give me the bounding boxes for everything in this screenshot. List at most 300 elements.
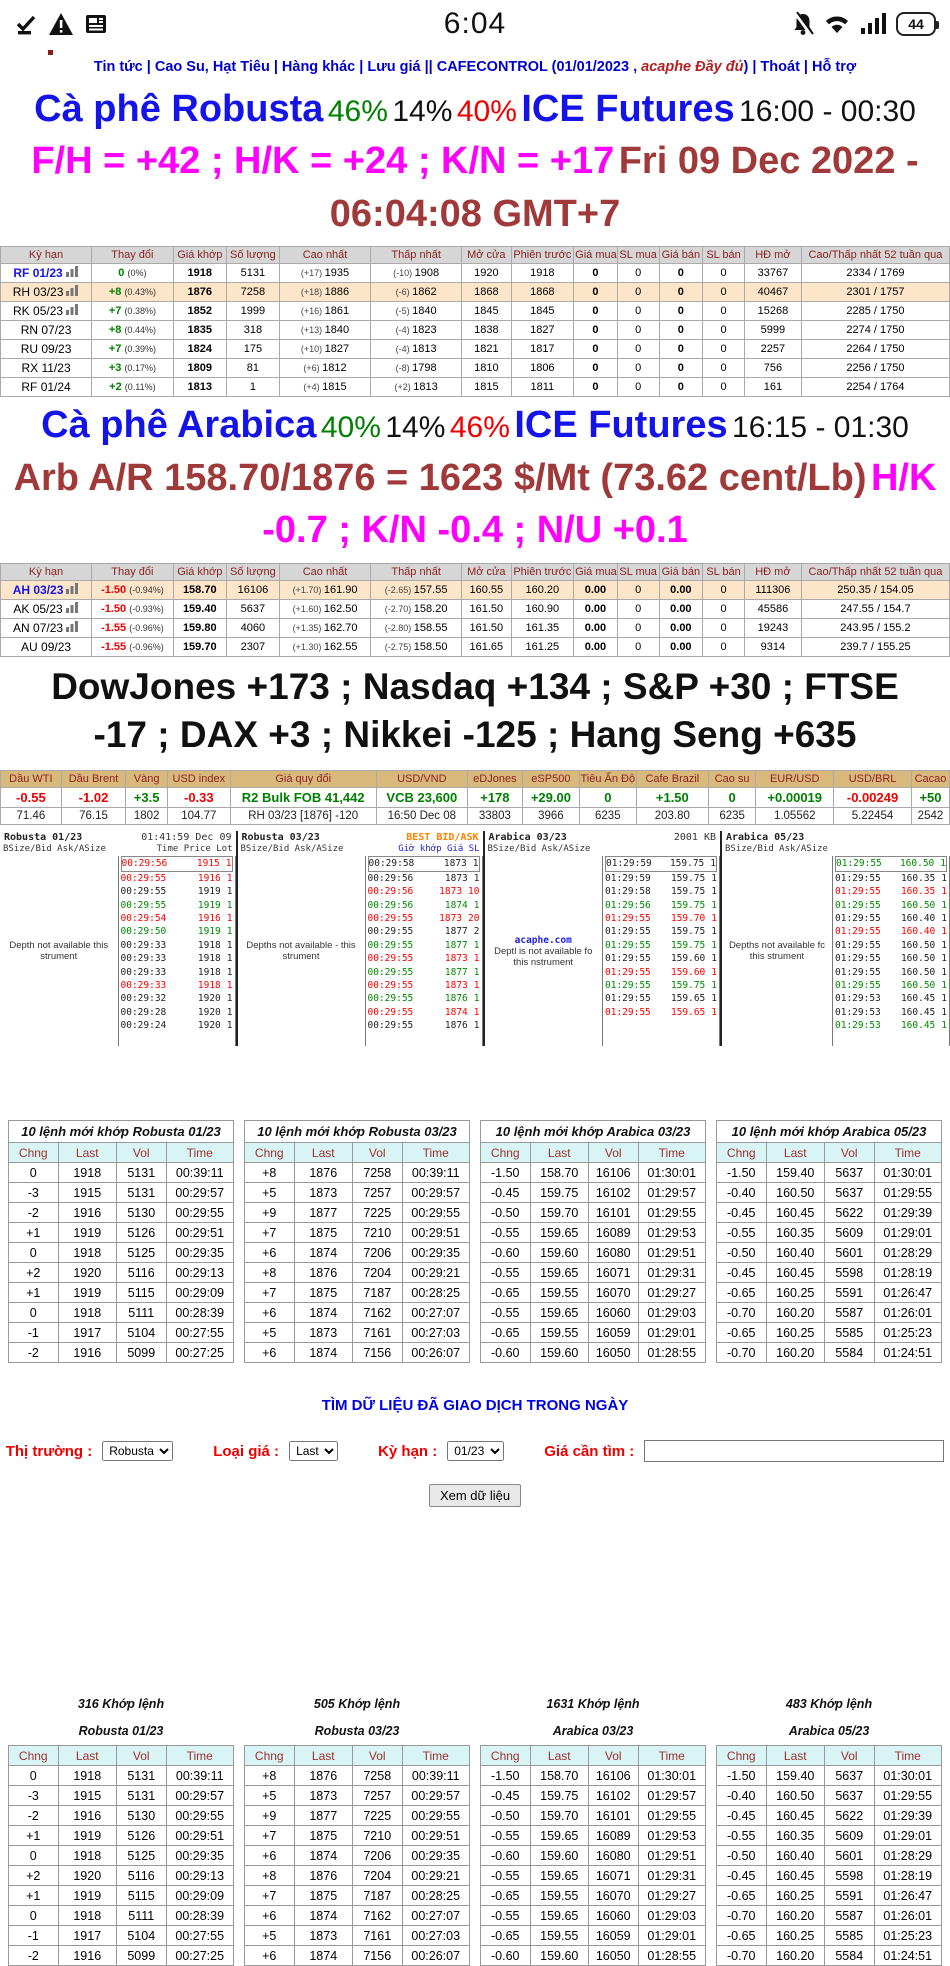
change-value: -1.50 xyxy=(101,602,127,615)
cell: +2 xyxy=(9,1263,59,1283)
cell: 160.25 xyxy=(766,1283,825,1303)
tape-subheader xyxy=(485,844,721,856)
cell: 1918 xyxy=(58,1906,117,1926)
change-cell xyxy=(92,378,174,397)
session-table-title xyxy=(480,1697,706,1745)
bid-size-cell: 0 xyxy=(617,302,659,321)
cell: 00:29:51 xyxy=(166,1223,234,1243)
cell: 00:29:21 xyxy=(402,1263,470,1283)
column-header: Giá khớp xyxy=(173,247,226,264)
cell: 01:29:01 xyxy=(874,1826,942,1846)
trade-price: 1876 xyxy=(444,1020,468,1032)
column-header: Giá bán xyxy=(659,563,703,580)
prev-session-cell: 161.25 xyxy=(511,637,574,656)
trade-lot: 1 xyxy=(473,939,480,951)
trade-price: 160.40 xyxy=(900,912,936,924)
cell: -1 xyxy=(9,1323,59,1343)
cell: 159.65 xyxy=(530,1826,589,1846)
cell: 00:29:09 xyxy=(166,1886,234,1906)
change-value: -1.50 xyxy=(101,583,127,596)
market-change-cell: R2 Bulk FOB 41,442 xyxy=(230,788,376,808)
trade-row xyxy=(368,966,480,979)
market-column-header: USD index xyxy=(168,771,231,788)
high-cell: (+16) 1861 xyxy=(279,302,370,321)
column-header: HĐ mở xyxy=(744,563,801,580)
cell: 7206 xyxy=(353,1846,403,1866)
prev-session-cell: 1806 xyxy=(511,359,574,378)
cell: 7156 xyxy=(353,1946,403,1966)
view-data-button[interactable]: Xem dữ liệu xyxy=(429,1484,521,1507)
column-header: Cao/Thấp nhất 52 tuần qua xyxy=(801,563,949,580)
cell: 5598 xyxy=(825,1866,875,1886)
trade-price: 1877 xyxy=(444,926,468,938)
bid-size-cell: 0 xyxy=(617,580,659,599)
cell: 1874 xyxy=(294,1946,353,1966)
market-overview-table xyxy=(0,770,950,825)
prev-session-cell: 1868 xyxy=(511,283,574,302)
cell: -0.65 xyxy=(717,1926,767,1946)
cell: 1918 xyxy=(58,1303,117,1323)
trades-table xyxy=(8,1745,234,1966)
trade-lot: 1 xyxy=(941,966,947,978)
change-cell xyxy=(92,599,174,618)
column-header: Thay đổi xyxy=(92,563,174,580)
trade-row xyxy=(121,979,233,992)
column-header: Mở cửa xyxy=(462,563,511,580)
cell: 5131 xyxy=(117,1183,167,1203)
trade-list[interactable] xyxy=(832,856,950,1046)
cell: 16059 xyxy=(589,1926,639,1946)
tape-subheader xyxy=(238,844,483,856)
depth-note xyxy=(722,856,832,1046)
cell: 1873 xyxy=(294,1926,353,1946)
table-header-row xyxy=(481,1746,706,1766)
cell: 1877 xyxy=(294,1806,353,1826)
trade-lot: 1 xyxy=(940,858,946,870)
trade-lot: 1 xyxy=(941,886,947,898)
table-row xyxy=(481,1303,706,1323)
tape-contract-title: Arabica 03/23 xyxy=(488,832,567,844)
trade-time: 00:29:55 xyxy=(367,993,414,1005)
nav-links-right[interactable]: ) | Thoát | Hỗ trợ xyxy=(743,59,857,75)
change-cell xyxy=(92,637,174,656)
change-percent: (0.44%) xyxy=(124,325,156,336)
bid-size-cell: 0 xyxy=(617,321,659,340)
heading-part: F/H = +42 ; H/K = +24 ; K/N = +17 xyxy=(31,140,615,183)
cell: 0 xyxy=(9,1766,59,1786)
trade-columns-label: Giờ khớp Giá SL xyxy=(398,844,480,855)
table-row xyxy=(717,1243,942,1263)
trade-price: 160.50 xyxy=(899,858,935,870)
prev-session-cell: 1918 xyxy=(511,264,574,283)
cell: 159.55 xyxy=(530,1886,589,1906)
trade-time: 00:29:24 xyxy=(120,1020,167,1032)
chart-icon[interactable] xyxy=(66,304,79,318)
trade-price: 159.75 xyxy=(669,858,705,870)
cell: 00:27:55 xyxy=(166,1926,234,1946)
trade-time: 01:29:55 xyxy=(605,1006,651,1018)
heading-part: 46% xyxy=(449,411,510,445)
trade-row xyxy=(368,939,480,952)
cell: 1918 xyxy=(58,1766,117,1786)
trade-lot: 1 xyxy=(941,872,947,884)
cell: 7187 xyxy=(353,1283,403,1303)
cell: 5099 xyxy=(117,1946,167,1966)
cell: 1916 xyxy=(58,1203,117,1223)
open-cell: 160.55 xyxy=(462,580,511,599)
trade-price: 159.75 xyxy=(670,872,706,884)
low-cell: (-2.65) 157.55 xyxy=(371,580,462,599)
contract-cell xyxy=(1,264,92,283)
last-price-cell: 1813 xyxy=(173,378,226,397)
cell: 01:29:31 xyxy=(638,1263,706,1283)
cell: 16071 xyxy=(589,1263,639,1283)
table-row xyxy=(9,1886,234,1906)
cell: -0.45 xyxy=(717,1203,767,1223)
trade-row xyxy=(835,925,947,938)
change-cell xyxy=(92,580,174,599)
trade-price: 160.35 xyxy=(900,886,936,898)
cell: 01:24:51 xyxy=(874,1343,942,1363)
contract-label[interactable]: RF 01/23 xyxy=(13,266,63,281)
cell: +1 xyxy=(9,1826,59,1846)
table-row xyxy=(245,1866,470,1886)
cell: 5130 xyxy=(117,1806,167,1826)
range-52w-cell: 2334 / 1769 xyxy=(801,264,949,283)
cell: -0.65 xyxy=(717,1323,767,1343)
trade-lot: 1 xyxy=(226,1006,233,1018)
depth-note xyxy=(0,856,118,1046)
trade-time: 01:29:59 xyxy=(606,858,652,870)
trade-time: 00:29:55 xyxy=(367,979,414,991)
cell: 01:29:53 xyxy=(638,1223,706,1243)
heading-part: 14% xyxy=(385,411,446,445)
cell: 00:28:39 xyxy=(166,1906,234,1926)
trade-row xyxy=(368,912,480,925)
cell: 159.65 xyxy=(530,1866,589,1886)
open-cell: 161.50 xyxy=(462,618,511,637)
cell: 01:30:01 xyxy=(874,1163,942,1183)
market-change-cell: -0.33 xyxy=(168,788,231,808)
cell: 160.40 xyxy=(766,1243,825,1263)
cell: 5126 xyxy=(117,1826,167,1846)
cell: 7161 xyxy=(353,1323,403,1343)
trade-list[interactable] xyxy=(365,856,483,1046)
trade-list[interactable] xyxy=(118,856,236,1046)
trade-time: 01:29:55 xyxy=(835,926,881,938)
bid-size-cell: 0 xyxy=(617,637,659,656)
trade-lot: 1 xyxy=(711,872,717,884)
tape-group-header xyxy=(485,831,721,844)
match-count-label: 483 Khớp lệnh xyxy=(785,1697,873,1712)
column-header: Time xyxy=(166,1746,234,1766)
cell: 5126 xyxy=(117,1223,167,1243)
contract-label[interactable]: AH 03/23 xyxy=(12,582,64,597)
market-column-header: Cafe Brazil xyxy=(636,771,708,788)
find-price-input[interactable] xyxy=(644,1440,944,1462)
cell: 160.25 xyxy=(766,1926,825,1946)
tape-group-header xyxy=(0,831,236,844)
open-cell: 1821 xyxy=(462,340,511,359)
column-header: Thấp nhất xyxy=(371,247,462,264)
cell: 7257 xyxy=(353,1786,403,1806)
cell: 5115 xyxy=(117,1283,167,1303)
low-cell: (-5) 1840 xyxy=(371,302,462,321)
bid-ask-columns-label: BSize/Bid Ask/ASize xyxy=(240,844,344,855)
contract-label: Robusta 03/23 xyxy=(314,1724,400,1739)
heading-part: Cà phê Robusta xyxy=(34,88,324,130)
trade-row xyxy=(835,939,947,952)
cell: 5622 xyxy=(825,1806,875,1826)
prev-session-cell: 1811 xyxy=(511,378,574,397)
table-row xyxy=(245,1163,470,1183)
cell: 00:29:35 xyxy=(166,1846,234,1866)
table-row xyxy=(9,1766,234,1786)
depth-unavailable-text: Deptl is not available fo this nstrument xyxy=(494,945,593,968)
recent-table-title: 10 lệnh mới khớp Arabica 05/23 xyxy=(716,1120,942,1142)
trade-lot: 1 xyxy=(226,926,233,938)
cell: 16060 xyxy=(589,1303,639,1323)
table-header-row xyxy=(245,1746,470,1766)
trade-price: 1877 xyxy=(444,966,468,978)
bid-price-cell: 0.00 xyxy=(574,618,618,637)
recent-table-title: 10 lệnh mới khớp Robusta 01/23 xyxy=(8,1120,234,1142)
market-value-cell: 5.22454 xyxy=(834,808,912,825)
cell: 159.60 xyxy=(530,1846,589,1866)
ask-size-cell: 0 xyxy=(703,580,745,599)
table-row xyxy=(245,1846,470,1866)
cell: 158.70 xyxy=(530,1163,589,1183)
cell: -0.45 xyxy=(717,1263,767,1283)
column-header: SL mua xyxy=(617,247,659,264)
change-percent: (-0.96%) xyxy=(129,641,164,652)
trade-list[interactable] xyxy=(602,856,720,1046)
trade-price: 1919 xyxy=(197,926,221,938)
tape-group xyxy=(722,831,950,1046)
trade-time: 00:29:55 xyxy=(367,1020,414,1032)
column-header: Cao/Thấp nhất 52 tuần qua xyxy=(801,247,949,264)
heading-part: H/K -0.7 ; K/N -0.4 ; N/U +0.1 xyxy=(262,456,937,552)
trade-time: 00:29:56 xyxy=(367,872,414,884)
column-header: Kỳ hạn xyxy=(1,247,92,264)
trade-price: 160.40 xyxy=(900,926,936,938)
cell: +1 xyxy=(9,1223,59,1243)
cell: 00:28:25 xyxy=(402,1283,470,1303)
price-type-select[interactable] xyxy=(289,1441,338,1461)
contract-label: RK 05/23 xyxy=(13,304,64,319)
trade-time: 00:29:33 xyxy=(120,939,167,951)
cell: 5125 xyxy=(117,1846,167,1866)
bid-size-cell: 0 xyxy=(617,283,659,302)
term-select[interactable] xyxy=(447,1441,504,1461)
table-row xyxy=(9,1183,234,1203)
trade-time: 00:29:56 xyxy=(121,858,168,870)
cell: +1 xyxy=(9,1283,59,1303)
last-price-cell: 1876 xyxy=(173,283,226,302)
cell: 00:29:13 xyxy=(166,1866,234,1886)
cell: -1.50 xyxy=(481,1163,531,1183)
trade-row xyxy=(605,885,717,898)
trade-time: 01:29:56 xyxy=(605,899,651,911)
range-52w-cell: 2301 / 1757 xyxy=(801,283,949,302)
market-change-cell: 0 xyxy=(579,788,636,808)
column-header: Vol xyxy=(117,1746,167,1766)
cell: 5130 xyxy=(117,1203,167,1223)
trade-lot: 1 xyxy=(226,1020,233,1032)
cell: +5 xyxy=(245,1183,295,1203)
market-change-cell: -0.55 xyxy=(1,788,62,808)
range-52w-cell: 239.7 / 155.25 xyxy=(801,637,949,656)
cell: 5115 xyxy=(117,1886,167,1906)
column-header: Chng xyxy=(9,1746,59,1766)
table-row xyxy=(717,1223,942,1243)
cell: 01:29:57 xyxy=(638,1183,706,1203)
tape-group xyxy=(485,831,723,1046)
high-cell: (+1.60) 162.50 xyxy=(279,599,370,618)
cell: 7258 xyxy=(353,1163,403,1183)
high-cell: (+6) 1812 xyxy=(279,359,370,378)
cell: 5601 xyxy=(825,1243,875,1263)
chart-icon[interactable] xyxy=(66,266,79,280)
cell: 16101 xyxy=(589,1806,639,1826)
cell: +6 xyxy=(245,1946,295,1966)
cell: 00:29:57 xyxy=(402,1786,470,1806)
table-row xyxy=(9,1826,234,1846)
chart-icon[interactable] xyxy=(66,602,79,616)
cell: +9 xyxy=(245,1203,295,1223)
ask-size-cell: 0 xyxy=(703,378,745,397)
column-header: Phiên trước xyxy=(511,563,574,580)
depth-note xyxy=(238,856,365,1046)
signal-icon xyxy=(860,13,886,35)
cell: -0.50 xyxy=(717,1846,767,1866)
column-header: Last xyxy=(294,1746,353,1766)
trade-row xyxy=(121,885,233,898)
session-table-title xyxy=(8,1697,234,1745)
open-cell: 1845 xyxy=(462,302,511,321)
cell: 01:29:57 xyxy=(638,1786,706,1806)
table-row xyxy=(717,1806,942,1826)
cell: 00:27:03 xyxy=(402,1323,470,1343)
nav-links-left[interactable]: Tin tức | Cao Su, Hạt Tiêu | Hàng khác | Lưu giá || CAFECONTROL (01/01/2023 , xyxy=(93,59,642,75)
trade-price: 160.45 xyxy=(900,1006,936,1018)
chart-icon[interactable] xyxy=(66,285,79,299)
change-percent: (-0.96%) xyxy=(129,622,164,633)
trade-row xyxy=(121,992,233,1005)
cell: 5584 xyxy=(825,1343,875,1363)
range-52w-cell: 2254 / 1764 xyxy=(801,378,949,397)
trade-lot: 1 xyxy=(226,953,233,965)
cell: 00:29:57 xyxy=(166,1183,234,1203)
cell: 1874 xyxy=(294,1303,353,1323)
cell: -0.45 xyxy=(717,1866,767,1886)
table-row xyxy=(1,599,950,618)
table-row xyxy=(9,1343,234,1363)
cell: 1876 xyxy=(294,1866,353,1886)
trade-price: 160.35 xyxy=(900,872,936,884)
last-price-cell: 1835 xyxy=(173,321,226,340)
table-row xyxy=(481,1163,706,1183)
trades-table xyxy=(716,1142,942,1363)
trade-lot: 1 xyxy=(473,979,480,991)
column-header: Kỳ hạn xyxy=(1,563,92,580)
trade-row xyxy=(605,872,717,885)
trade-time: 01:29:53 xyxy=(835,1020,881,1032)
trade-lot: 1 xyxy=(711,966,717,978)
market-select[interactable] xyxy=(102,1441,173,1461)
column-header: Vol xyxy=(825,1746,875,1766)
market-value-cell: 1802 xyxy=(126,808,168,825)
trade-price: 1874 xyxy=(444,899,468,911)
column-header: Time xyxy=(402,1746,470,1766)
volume-cell: 175 xyxy=(226,340,279,359)
table-row xyxy=(245,1323,470,1343)
contract-label: AK 05/23 xyxy=(13,601,63,616)
cell: -2 xyxy=(9,1806,59,1826)
cell: 00:26:07 xyxy=(402,1343,470,1363)
contract-label: AU 09/23 xyxy=(21,639,72,654)
trade-time: 01:29:55 xyxy=(605,993,651,1005)
table-row xyxy=(9,1806,234,1826)
trade-row xyxy=(835,912,947,925)
trade-row xyxy=(605,899,717,912)
cell: 5116 xyxy=(117,1866,167,1886)
trade-lot: 1 xyxy=(225,858,232,870)
trade-lot: 1 xyxy=(473,1006,480,1018)
range-52w-cell: 2285 / 1750 xyxy=(801,302,949,321)
cell: -0.60 xyxy=(481,1846,531,1866)
market-change-cell: 0 xyxy=(708,788,755,808)
cell: 5609 xyxy=(825,1223,875,1243)
trade-row xyxy=(605,952,717,965)
acaphe-link[interactable]: acaphe.com xyxy=(514,934,572,946)
bid-price-cell: 0 xyxy=(574,359,618,378)
chart-icon[interactable] xyxy=(66,621,79,635)
trade-time: 01:29:53 xyxy=(835,1006,881,1018)
cell: 160.20 xyxy=(766,1343,825,1363)
trade-price: 1873 xyxy=(443,858,467,870)
price-type-label: Loại giá : xyxy=(213,1442,280,1460)
cell: 00:29:57 xyxy=(402,1183,470,1203)
contract-cell xyxy=(1,321,92,340)
cell: 1876 xyxy=(294,1163,353,1183)
cell: +5 xyxy=(245,1786,295,1806)
table-row xyxy=(717,1826,942,1846)
cell: 5591 xyxy=(825,1283,875,1303)
term-label: Kỳ hạn : xyxy=(378,1442,438,1460)
bid-price-cell: 0 xyxy=(574,302,618,321)
column-header: Vol xyxy=(589,1746,639,1766)
trade-lot: 10 xyxy=(468,886,480,898)
table-row xyxy=(9,1846,234,1866)
trade-row xyxy=(121,925,233,938)
bid-size-cell: 0 xyxy=(617,359,659,378)
heading-part: 16:15 - 01:30 xyxy=(732,411,909,445)
cell: 7162 xyxy=(353,1906,403,1926)
table-row xyxy=(481,1946,706,1966)
table-header-row xyxy=(717,1746,942,1766)
column-header: Mở cửa xyxy=(462,247,511,264)
chart-icon[interactable] xyxy=(66,583,79,597)
range-52w-cell: 2274 / 1750 xyxy=(801,321,949,340)
nav-acaphe-label[interactable]: acaphe Đầy đủ xyxy=(641,59,744,75)
cell: 5585 xyxy=(825,1926,875,1946)
table-row xyxy=(1,264,950,283)
cell: 01:29:03 xyxy=(638,1303,706,1323)
ask-price-cell: 0 xyxy=(659,321,703,340)
cell: 1917 xyxy=(58,1926,117,1946)
table-row xyxy=(1,283,950,302)
